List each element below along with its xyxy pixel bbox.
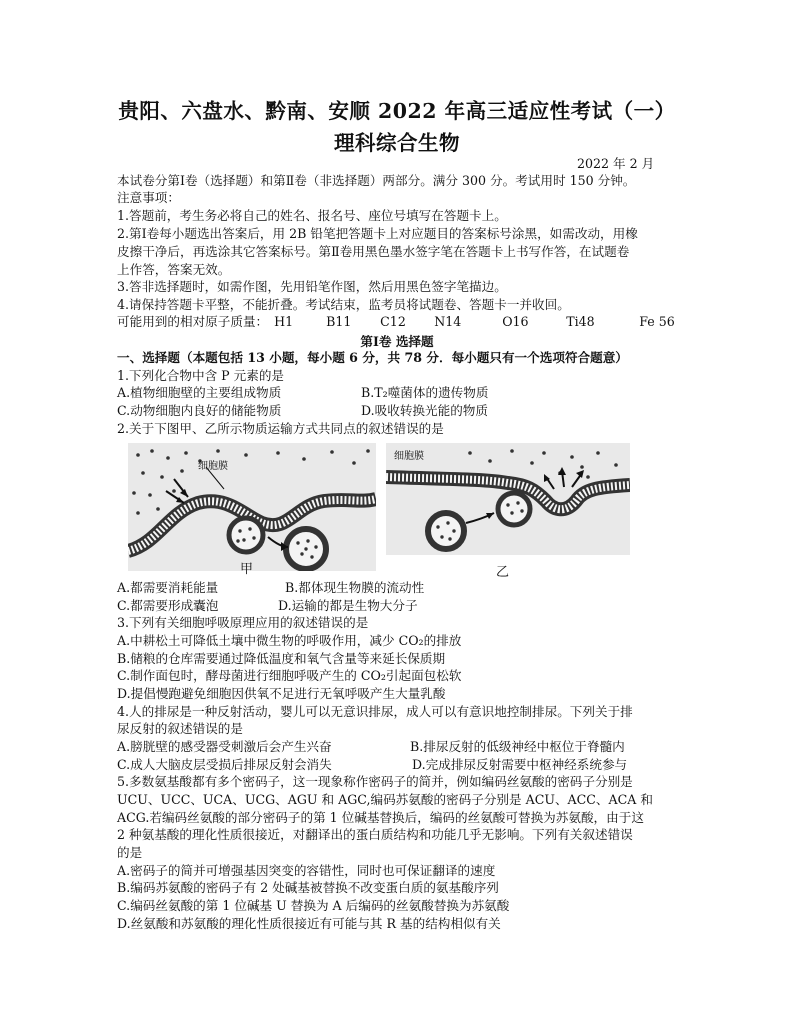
exam-title: 贵阳、六盘水、黔南、安顺 2022 年高三适应性考试（一） <box>118 99 676 123</box>
q4-option-d: D.完成排尿反射需要中枢神经系统参与 <box>412 757 628 772</box>
section-title: 第Ⅰ卷 选择题 <box>360 334 434 349</box>
section-instructions: 一、选择题（本题包括 13 小题，每小题 6 分，共 78 分．每小题只有一个选项符合题意） <box>117 350 628 365</box>
q3-option-b: B.储粮的仓库需要通过降低温度和氧气含量等来延长保质期 <box>117 651 446 666</box>
q5-stem-1: 5.多数氨基酸都有多个密码子，这一现象称作密码子的简并，例如编码丝氨酸的密码子分别是 <box>117 774 633 789</box>
q5-option-c: C.编码丝氨酸的第 1 位碱基 U 替换为 A 后编码的丝氨酸替换为苏氨酸 <box>117 898 510 913</box>
atomic-b: B11 <box>326 314 352 329</box>
exam-subtitle: 理科综合生物 <box>334 131 460 155</box>
forming-vesicle <box>229 518 263 552</box>
fusing-vesicle <box>498 493 530 525</box>
note-3: 3.答非选择题时，如需作图，先用铅笔作图，然后用黑色签字笔描边。 <box>117 279 507 294</box>
q5-option-a: A.密码子的简并可增强基因突变的容错性，同时也可保证翻译的速度 <box>117 863 496 878</box>
atomic-label: 可能用到的相对原子质量： <box>117 314 269 329</box>
q1-option-c: C.动物细胞内良好的储能物质 <box>117 403 282 418</box>
atomic-o: O16 <box>502 314 529 329</box>
atomic-ti: Ti48 <box>566 314 595 329</box>
exam-date: 2022 年 2 月 <box>577 156 655 171</box>
figure-label-yi: 乙 <box>496 565 510 580</box>
q5-stem-3: ACG.若编码丝氨酸的部分密码子的第 1 位碱基替换后，编码的丝氨酸可替换为苏氨酸，由于这 <box>117 810 644 825</box>
notes-heading: 注意事项： <box>117 190 180 205</box>
q3-stem: 3.下列有关细胞呼吸原理应用的叙述错误的是 <box>117 615 369 630</box>
q4-option-a: A.膀胱壁的感受器受刺激后会产生兴奋 <box>117 739 332 754</box>
paper-composition: 本试卷分第Ⅰ卷（选择题）和第Ⅱ卷（非选择题）两部分。满分 300 分。考试用时 150 分钟。 <box>117 173 636 188</box>
atomic-h: H1 <box>274 314 294 329</box>
q2-option-b: B.都体现生物膜的流动性 <box>285 580 425 595</box>
q2-option-d: D.运输的都是生物大分子 <box>278 598 418 613</box>
q1-stem: 1.下列化合物中含 P 元素的是 <box>117 368 285 383</box>
q3-option-c: C.制作面包时，酵母菌进行细胞呼吸产生的 CO₂引起面包松软 <box>117 668 462 683</box>
inner-vesicle <box>428 513 464 549</box>
atomic-n: N14 <box>434 314 462 329</box>
q4-stem-1: 4.人的排尿是一种反射活动，婴儿可以无意识排尿，成人可以有意识地控制排尿。下列关于排 <box>117 704 633 719</box>
note-1: 1.答题前，考生务必将自己的姓名、报名号、座位号填写在答题卡上。 <box>117 208 507 223</box>
q5-option-b: B.编码苏氨酸的密码子有 2 处碱基被替换不改变蛋白质的氨基酸序列 <box>117 880 499 895</box>
q4-option-b: B.排尿反射的低级神经中枢位于脊髓内 <box>410 739 625 754</box>
q3-option-a: A.中耕松土可降低土壤中微生物的呼吸作用，减少 CO₂的排放 <box>117 633 462 648</box>
membrane-label-right: 细胞膜 <box>394 451 424 462</box>
q1-option-b: B.T₂噬菌体的遗传物质 <box>361 385 489 400</box>
q4-option-c: C.成人大脑皮层受损后排尿反射会消失 <box>117 757 332 772</box>
figure-label-jia: 甲 <box>240 562 254 577</box>
atomic-fe: Fe 56 <box>639 314 675 329</box>
q5-stem-4: 2 种氨基酸的理化性质很接近，对翻译出的蛋白质结构和功能几乎无影响。下列有关叙述错误 <box>117 827 633 842</box>
q5-stem-5: 的是 <box>117 845 143 860</box>
note-2c: 上作答，答案无效。 <box>117 262 231 277</box>
membrane-label-left: 细胞膜 <box>198 461 228 472</box>
q3-option-d: D.提倡慢跑避免细胞因供氧不足进行无氧呼吸产生大量乳酸 <box>117 686 446 701</box>
q2-option-c: C.都需要形成囊泡 <box>117 598 219 613</box>
q5-stem-2: UCU、UCC、UCA、UCG、AGU 和 AGC,编码苏氨酸的密码子分别是 ACU、ACC、ACA 和 <box>117 792 653 807</box>
atomic-masses <box>117 313 675 330</box>
note-4: 4.请保持答题卡平整，不能折叠。考试结束，监考员将试题卷、答题卡一并收回。 <box>117 297 570 312</box>
q5-option-d: D.丝氨酸和苏氨酸的理化性质很接近有可能与其 R 基的结构相似有关 <box>117 916 501 931</box>
note-2a: 2.第Ⅰ卷每小题选出答案后，用 2B 铅笔把答题卡上对应题目的答案标号涂黑，如需改动，用橡 <box>117 226 638 241</box>
q2-option-a: A.都需要消耗能量 <box>117 580 219 595</box>
atomic-c: C12 <box>380 314 406 329</box>
q1-option-a: A.植物细胞壁的主要组成物质 <box>117 385 282 400</box>
note-2b: 皮擦干净后，再选涂其它答案标号。第Ⅱ卷用黑色墨水签字笔在答题卡上书写作答，在试题卷 <box>117 244 630 259</box>
q1-option-d: D.吸收转换光能的物质 <box>361 403 488 418</box>
q4-stem-2: 尿反射的叙述错误的是 <box>117 721 243 736</box>
figure-jia-endocytosis <box>128 443 376 571</box>
q2-stem: 2.关于下图甲、乙所示物质运输方式共同点的叙述错误的是 <box>117 421 444 436</box>
